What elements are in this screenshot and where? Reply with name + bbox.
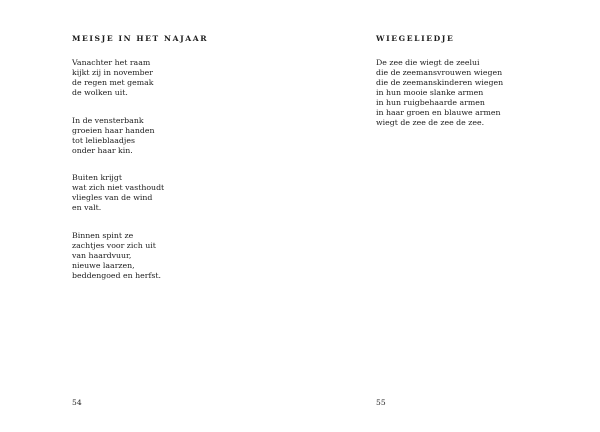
stanza <box>72 173 164 213</box>
poem-line: de wolken uit. <box>72 88 128 97</box>
poem-line: nieuwe laarzen, <box>72 260 135 270</box>
poem-line: en valt. <box>72 203 102 212</box>
poem-line: in haar groen en blauwe armen <box>376 108 501 117</box>
poem-body <box>376 58 503 128</box>
stanza <box>376 58 503 128</box>
poem-line: onder haar kin. <box>72 145 133 155</box>
stanza <box>72 58 164 98</box>
poem-line: tot lelieblaadjes <box>72 135 135 145</box>
poem-line: kijkt zij in november <box>72 68 153 77</box>
poem-title: MEISJE IN HET NAJAAR <box>72 34 209 43</box>
poem-line: beddengoed en herfst. <box>72 270 161 280</box>
poem-line: wat zich niet vasthoudt <box>72 183 165 192</box>
poem-line: die de zeemanskinderen wiegen <box>376 78 504 87</box>
poem-line: wiegt de zee de zee de zee. <box>376 118 485 127</box>
stanza <box>72 116 164 156</box>
poem-line: de regen met gemak <box>72 78 154 87</box>
poem-line: in hun mooie slanke armen <box>376 88 484 97</box>
poem-title: WIEGELIEDJE <box>376 34 455 43</box>
right-page <box>300 0 600 432</box>
poem-line: Buiten krijgt <box>72 173 122 182</box>
poem-line: De zee die wiegt de zeelui <box>376 58 480 67</box>
stanza <box>72 231 164 281</box>
poem-line: In de vensterbank <box>72 115 144 125</box>
poem-line: groeien haar handen <box>72 125 155 135</box>
poem-body <box>72 58 164 281</box>
poem-line: Binnen spint ze <box>72 230 134 240</box>
poem-line: die de zeemansvrouwen wiegen <box>376 68 503 77</box>
page-number: 54 <box>72 398 82 407</box>
page-number: 55 <box>376 398 386 407</box>
poem-line: van haardvuur, <box>72 250 132 260</box>
poem-line: in hun ruigbehaarde armen <box>376 98 485 107</box>
poem-line: vliegles van de wind <box>72 193 153 202</box>
poem-line: zachtjes voor zich uit <box>72 240 156 250</box>
poem-line: Vanachter het raam <box>72 58 151 67</box>
